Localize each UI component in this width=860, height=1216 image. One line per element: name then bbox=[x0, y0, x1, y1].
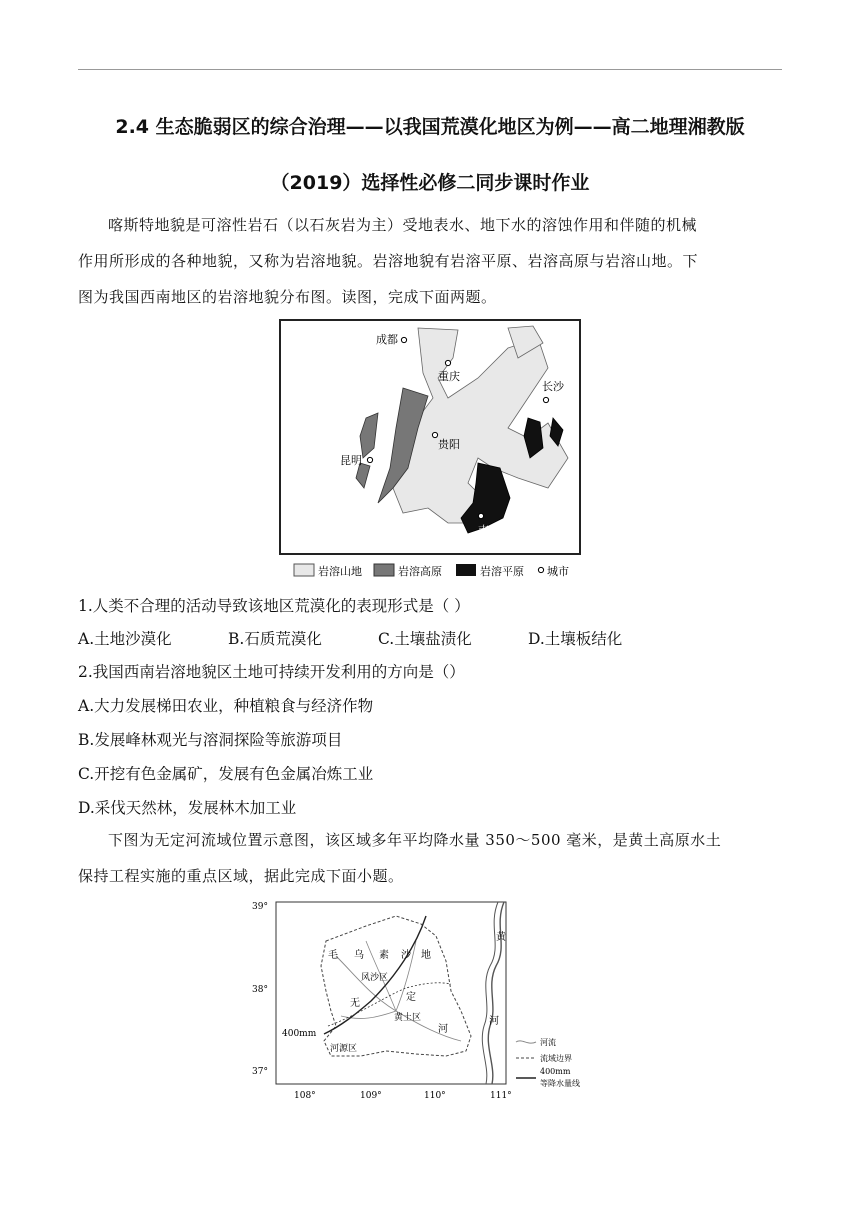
title-line-1: 2.4 生态脆弱区的综合治理——以我国荒漠化地区为例——高二地理湘教版 bbox=[115, 116, 745, 138]
legend-swatch-plain bbox=[456, 564, 476, 576]
intro2-line: 下图为无定河流域位置示意图，该区域多年平均降水量 350～500 毫米，是黄土高原水土 bbox=[108, 831, 722, 849]
legend-label: 岩溶高原 bbox=[398, 565, 442, 578]
city-label: 重庆 bbox=[438, 370, 460, 383]
region-label: 黄 bbox=[496, 932, 506, 943]
legend-swatch-mountain bbox=[294, 564, 314, 576]
region-label: 河 bbox=[489, 1016, 499, 1027]
q1-option-b[interactable]: B.石质荒漠化 bbox=[228, 630, 322, 648]
region-label: 黄土区 bbox=[394, 1013, 422, 1023]
city-marker bbox=[478, 513, 483, 518]
lat-label: 39° bbox=[252, 902, 268, 912]
intro1-line: 作用所形成的各种地貌，又称为岩溶地貌。岩溶地貌有岩溶平原、岩溶高原与岩溶山地。下 bbox=[78, 252, 699, 270]
city-label: 长沙 bbox=[542, 380, 564, 393]
q2-option-c[interactable]: C.开挖有色金属矿，发展有色金属冶炼工业 bbox=[78, 765, 374, 783]
lat-label: 37° bbox=[252, 1067, 268, 1077]
q2-option-d[interactable]: D.采伐天然林，发展林木加工业 bbox=[78, 799, 297, 817]
city-marker bbox=[367, 457, 372, 462]
region-label: 河 bbox=[438, 1024, 448, 1035]
lon-label: 109° bbox=[360, 1091, 382, 1101]
region-label: 素 bbox=[379, 950, 389, 961]
lat-label: 38° bbox=[252, 985, 268, 995]
legend-label: 400mm bbox=[540, 1067, 571, 1076]
question-1-stem: 1.人类不合理的活动导致该地区荒漠化的表现形式是（ ） bbox=[78, 597, 470, 615]
lon-label: 110° bbox=[424, 1091, 446, 1101]
city-marker bbox=[445, 360, 450, 365]
region-label: 定 bbox=[406, 992, 416, 1003]
q2-option-b[interactable]: B.发展峰林观光与溶洞探险等旅游项目 bbox=[78, 731, 343, 749]
legend-city-marker bbox=[538, 567, 543, 572]
region-label: 风沙区 bbox=[361, 973, 389, 983]
city-label: 成都 bbox=[376, 333, 398, 346]
city-marker bbox=[401, 337, 406, 342]
city-label: 昆明 bbox=[340, 454, 362, 467]
isohyet-label: 400mm bbox=[282, 1029, 317, 1039]
title-line-2: （2019）选择性必修二同步课时作业 bbox=[270, 172, 590, 194]
legend-label: 城市 bbox=[547, 565, 569, 578]
region-label: 地 bbox=[421, 950, 431, 961]
lon-label: 111° bbox=[490, 1091, 512, 1101]
region-label: 乌 bbox=[354, 950, 364, 961]
question-2-stem: 2.我国西南岩溶地貌区土地可持续开发利用的方向是（） bbox=[78, 663, 465, 681]
city-marker bbox=[432, 432, 437, 437]
q1-option-d[interactable]: D.土壤板结化 bbox=[528, 630, 623, 648]
region-label: 无 bbox=[350, 998, 360, 1009]
legend-label: 岩溶山地 bbox=[318, 565, 362, 578]
legend-river-symbol bbox=[516, 1041, 536, 1043]
karst-map bbox=[278, 318, 584, 588]
wuding-river-map bbox=[246, 896, 606, 1114]
region-label: 沙 bbox=[401, 950, 411, 961]
legend-swatch-plateau bbox=[374, 564, 394, 576]
region-label: 河源区 bbox=[330, 1044, 358, 1054]
top-rule bbox=[78, 69, 782, 70]
q2-option-a[interactable]: A.大力发展梯田农业，种植粮食与经济作物 bbox=[78, 697, 374, 715]
city-label: 南宁 bbox=[478, 524, 500, 537]
city-label: 贵阳 bbox=[438, 438, 460, 451]
legend-label: 等降水量线 bbox=[540, 1079, 580, 1088]
lon-label: 108° bbox=[294, 1091, 316, 1101]
map2-frame bbox=[276, 902, 506, 1084]
legend-label: 流域边界 bbox=[540, 1054, 572, 1063]
legend-label: 岩溶平原 bbox=[480, 565, 524, 578]
q1-option-c[interactable]: C.土壤盐渍化 bbox=[378, 630, 472, 648]
q1-option-a[interactable]: A.土地沙漠化 bbox=[78, 630, 172, 648]
legend-label: 河流 bbox=[540, 1038, 556, 1047]
intro1-line: 喀斯特地貌是可溶性岩石（以石灰岩为主）受地表水、地下水的溶蚀作用和伴随的机械 bbox=[108, 216, 698, 234]
region-label: 毛 bbox=[328, 950, 338, 961]
city-marker bbox=[543, 397, 548, 402]
intro1-line: 图为我国西南地区的岩溶地貌分布图。读图，完成下面两题。 bbox=[78, 288, 497, 306]
intro2-line: 保持工程实施的重点区域，据此完成下面小题。 bbox=[78, 867, 404, 885]
